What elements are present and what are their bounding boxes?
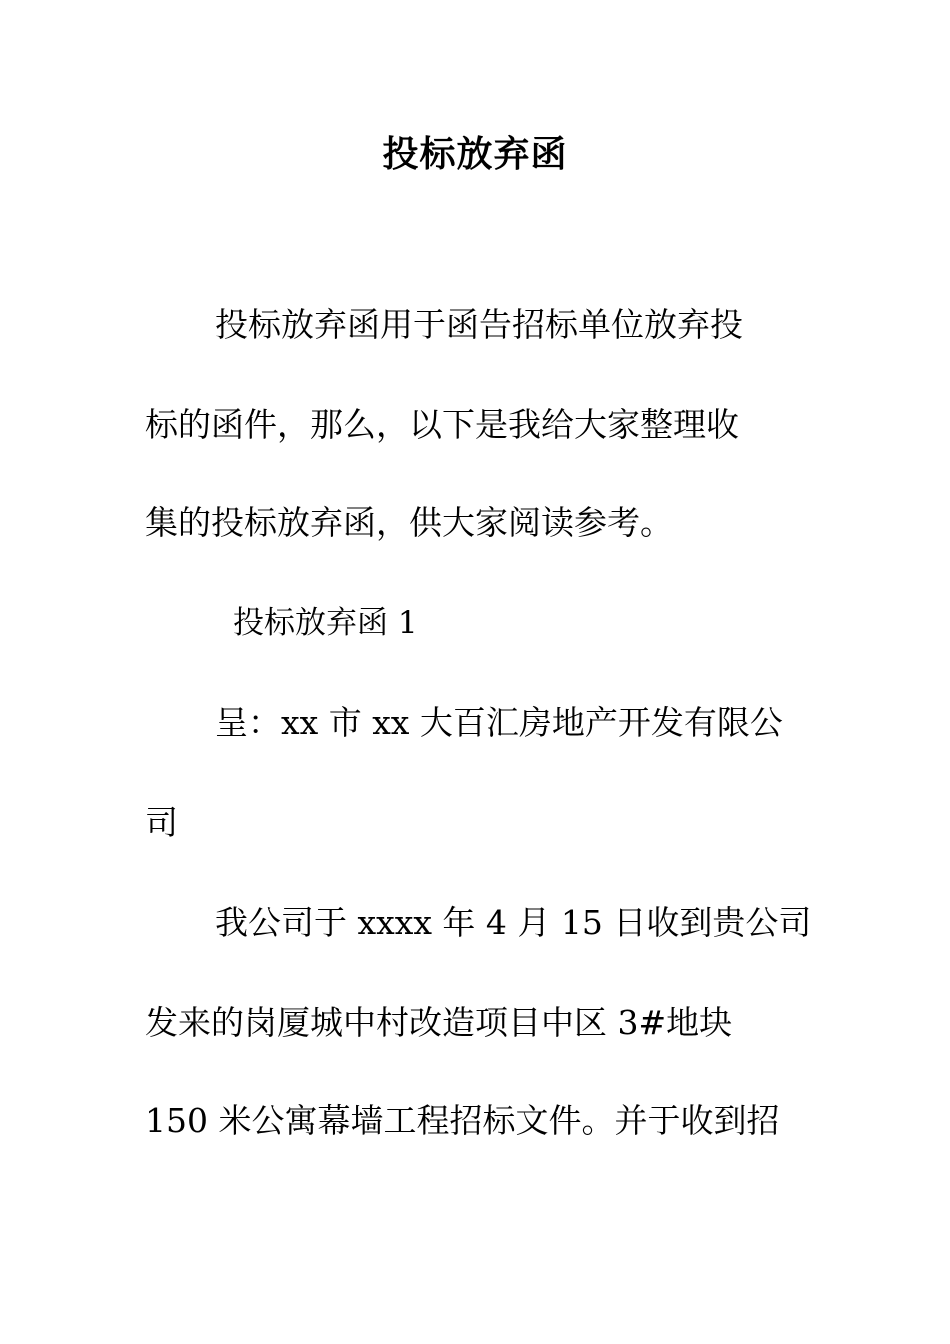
document-title: 投标放弃函	[382, 133, 568, 175]
addressee-line-2: 司	[145, 803, 178, 842]
body-line-1: 我公司于 xxxx 年 4 月 15 日收到贵公司	[215, 903, 812, 942]
addressee-line-1: 呈：xx 市 xx 大百汇房地产开发有限公	[215, 703, 783, 742]
body-line-2: 发来的岗厦城中村改造项目中区 3#地块	[145, 1003, 733, 1042]
body-line-3: 150 米公寓幕墙工程招标文件。并于收到招	[145, 1101, 780, 1140]
intro-line-1: 投标放弃函用于函告招标单位放弃投	[215, 305, 743, 344]
intro-line-2: 标的函件，那么，以下是我给大家整理收	[145, 405, 739, 444]
intro-line-3: 集的投标放弃函，供大家阅读参考。	[145, 503, 673, 542]
section-heading: 投标放弃函 1	[233, 605, 418, 641]
